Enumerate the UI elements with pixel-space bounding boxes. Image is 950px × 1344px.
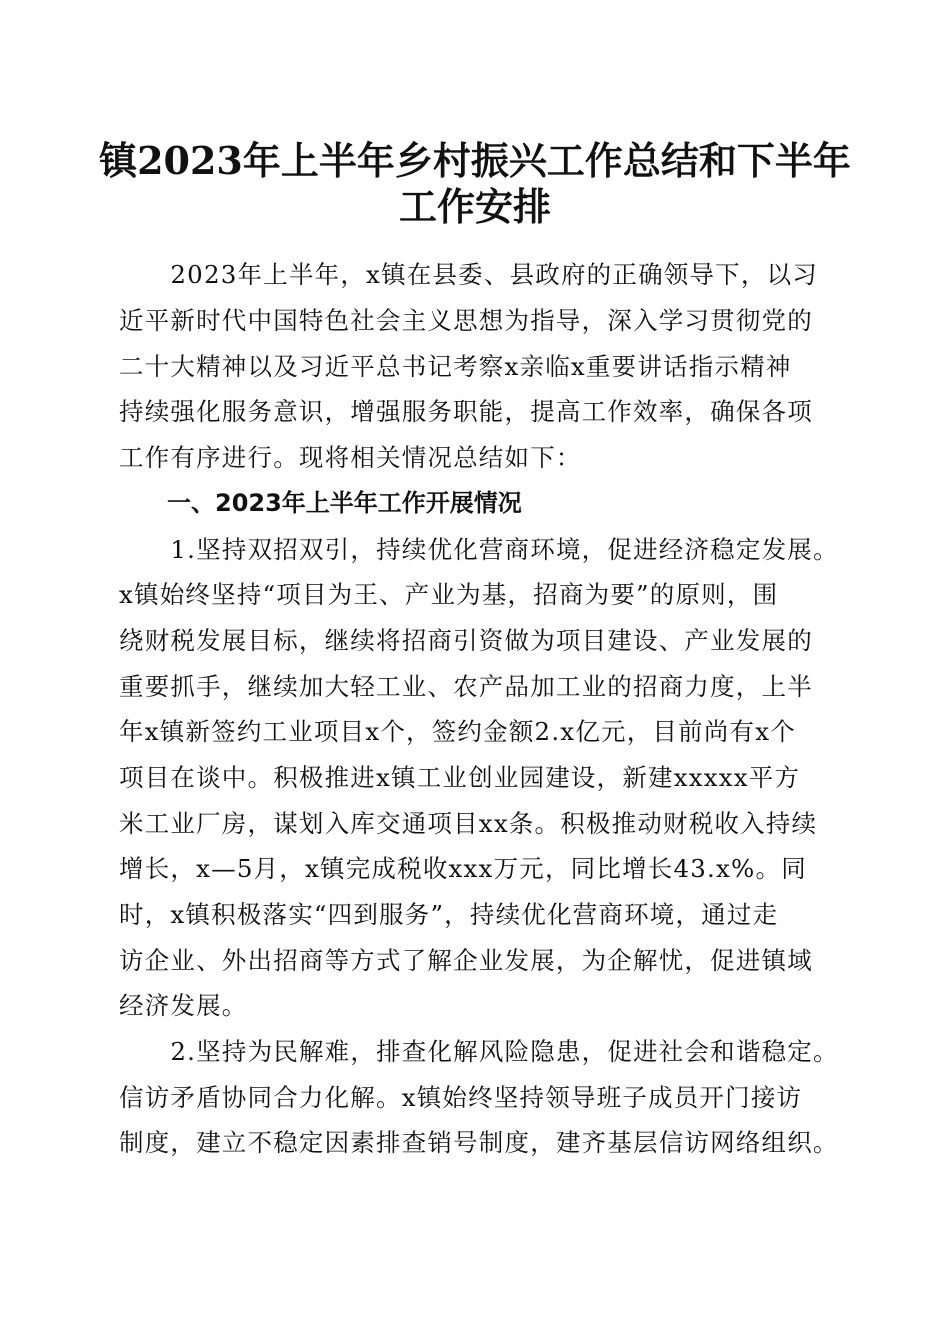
item-1-line-11: 经济发展。	[119, 991, 248, 1020]
intro-line-1: 2023年上半年，x镇在县委、县政府的正确领导下，以习	[119, 260, 818, 289]
intro-line-2: 近平新时代中国特色社会主义思想为指导，深入学习贯彻党的	[119, 306, 813, 335]
item-1-line-5: 年x镇新签约工业项目x个，签约金额2.x亿元，目前尚有x个	[119, 717, 796, 746]
intro-line-5: 工作有序进行。现将相关情况总结如下：	[119, 443, 582, 472]
item-1-line-2: x镇始终坚持“项目为王、产业为基，招商为要”的原则，围	[119, 580, 779, 609]
item-2-line-1: 2.坚持为民解难，排查化解风险隐患，促进社会和谐稳定。	[119, 1037, 839, 1066]
intro-line-3: 二十大精神以及习近平总书记考察x亲临x重要讲话指示精神	[119, 352, 792, 381]
document-title-line-2: 工作安排	[398, 184, 551, 229]
document-title-line-1: 镇2023年上半年乡村振兴工作总结和下半年	[99, 138, 851, 183]
item-1-line-7: 米工业厂房，谋划入库交通项目xx条。积极推动财税收入持续	[119, 809, 818, 838]
item-1-line-1: 1.坚持双招双引，持续优化营商环境，促进经济稳定发展。	[119, 535, 839, 564]
item-1-line-6: 项目在谈中。积极推进x镇工业创业园建设，新建xxxxx平方	[119, 763, 801, 792]
item-1-line-9: 时，x镇积极落实“四到服务”，持续优化营商环境，通过走	[119, 900, 779, 929]
item-1-line-4: 重要抓手，继续加大轻工业、农产品加工业的招商力度，上半	[119, 672, 813, 701]
item-1-line-8: 增长，x—5月，x镇完成税收xxx万元，同比增长43.x%。同	[119, 854, 807, 883]
section-1-heading: 一、2023年上半年工作开展情况	[167, 489, 522, 517]
item-1-line-10: 访企业、外出招商等方式了解企业发展，为企解忧，促进镇域	[119, 946, 813, 975]
item-2-line-2: 信访矛盾协同合力化解。x镇始终坚持领导班子成员开门接访	[119, 1083, 803, 1112]
item-1-line-3: 绕财税发展目标，继续将招商引资做为项目建设、产业发展的	[119, 626, 813, 655]
intro-line-4: 持续强化服务意识，增强服务职能，提高工作效率，确保各项	[119, 397, 813, 426]
item-2-line-3: 制度，建立不稳定因素排查销号制度，建齐基层信访网络组织。	[119, 1128, 839, 1157]
